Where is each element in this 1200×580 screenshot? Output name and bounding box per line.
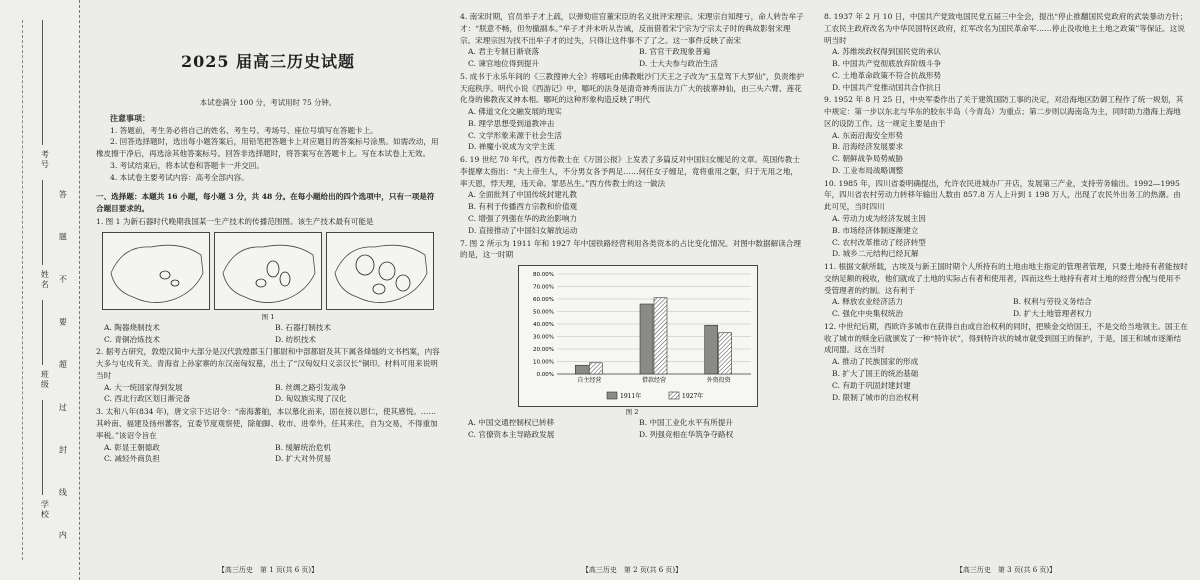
question-9 bbox=[824, 94, 1188, 176]
option-d[interactable]: D. 士大夫参与政治生活 bbox=[639, 59, 718, 69]
field-xingming-label: 姓名 bbox=[40, 270, 50, 290]
page-2 bbox=[452, 0, 812, 580]
options bbox=[96, 442, 440, 466]
option-a[interactable]: A. 佛道文化交融发展的现实 bbox=[468, 107, 562, 117]
option-c[interactable]: C. 减轻外商负担 bbox=[104, 454, 160, 464]
option-c[interactable]: C. 朝鲜战争局势威胁 bbox=[832, 154, 904, 164]
option-a[interactable]: A. 彰显王朝德政 bbox=[104, 442, 160, 452]
binding-margin bbox=[0, 0, 80, 580]
option-a[interactable]: A. 中国交通控制权已转移 bbox=[468, 418, 555, 428]
field-xuexiao-blank[interactable] bbox=[42, 400, 43, 495]
y-tick-label: 20.00% bbox=[533, 347, 554, 354]
y-tick-label: 70.00% bbox=[533, 284, 554, 291]
field-xuexiao-label: 学校 bbox=[40, 500, 50, 520]
question-12 bbox=[824, 321, 1188, 403]
options bbox=[460, 417, 804, 441]
option-a[interactable]: A. 君主专制日渐衰落 bbox=[468, 47, 540, 57]
option-c[interactable]: C. 谏官地位得到提升 bbox=[468, 59, 540, 69]
map-stage-2 bbox=[214, 232, 322, 310]
x-tick-label: 自主经营 bbox=[577, 377, 602, 385]
field-banji-blank[interactable] bbox=[42, 300, 43, 365]
option-a[interactable]: A. 陶器烧制技术 bbox=[104, 322, 160, 332]
figure-2-chart bbox=[518, 265, 758, 407]
question-stem: 10. 1985 年，四川省委明确提出，允许农民进城办厂开店，发展第三产业，支持劳务输出。1992—1995 年，四川省农村劳动力转移年输出人数由 857.8 万人上升到 1 198 万人，出现了农民外出务工的热潮。由此可见，当时四川 bbox=[824, 178, 1181, 212]
page-footer: 【高三历史 第 3 页(共 6 页)】 bbox=[955, 566, 1057, 575]
option-a[interactable]: A. 推动了民族国家的形成 bbox=[832, 357, 919, 367]
question-stem: 8. 1937 年 2 月 10 日，中国共产党致电国民党五届三中全会，提出“停止推翻国民党政府的武装暴动方针；工农民主政府改名为中华民国特区政府，红军改名为国民革命军……停止没收地主土地之政策”等保证。这说明当时 bbox=[824, 12, 1188, 45]
question-stem: 12. 中世纪后期，西欧许多城市在获得自由或自治权利的同时，把赎金交给国王，不是交给当地领主。国王在收了城市的赎金后就颁发了一种“特许状”，得到特许状的城市就受到国王的保护，于是，国王和城市逐渐结成同盟。这在当时 bbox=[824, 321, 1188, 355]
legend-swatch bbox=[607, 392, 617, 399]
option-b[interactable]: B. 权利与劳役义务结合 bbox=[1013, 297, 1092, 307]
x-tick-label: 借款经营 bbox=[641, 377, 667, 385]
figure-1-maps bbox=[102, 232, 440, 310]
question-stem: 6. 19 世纪 70 年代，西方传教士在《万国公报》上发表了多篇反对中国妇女缠足的文章。英国传教士李提摩太指出：“夫上帝生人，不分男女各予两足……何任女子缠足，竟将重用之躯，归于无用之地，率天恩，悖天理，违天命。罪恶丛生。”西方传教士的这一做法 bbox=[460, 155, 800, 188]
options bbox=[824, 46, 1188, 93]
page-1 bbox=[88, 0, 448, 580]
map-stage-3 bbox=[326, 232, 434, 310]
options bbox=[460, 189, 804, 236]
option-c[interactable]: C. 官僚资本主导路政发展 bbox=[468, 429, 555, 439]
option-b[interactable]: B. 中国工业化水平有所提升 bbox=[639, 418, 733, 428]
notice-item: 2. 回答选择题时，选出每小题答案后，用铅笔把答题卡上对应题目的答案标号涂黑。如需改动，用橡皮擦干净后，再选涂其他答案标号。回答非选择题时，将答案写在答题卡上。写在本试卷上无效。 bbox=[96, 137, 439, 159]
option-c[interactable]: C. 农村改革推动了经济转型 bbox=[832, 237, 926, 247]
option-b[interactable]: B. 沿海经济发展要求 bbox=[832, 142, 904, 152]
option-b[interactable]: B. 市场经济体制逐渐建立 bbox=[832, 225, 919, 235]
option-b[interactable]: B. 石器打制技术 bbox=[275, 322, 331, 332]
question-1 bbox=[96, 216, 440, 345]
option-c[interactable]: C. 有助于巩固封建封建 bbox=[832, 380, 911, 390]
option-a[interactable]: A. 大一统国家得到发展 bbox=[104, 382, 183, 392]
question-7 bbox=[460, 238, 804, 441]
option-d[interactable]: D. 工业布局战略调整 bbox=[832, 165, 904, 175]
option-d[interactable]: D. 中国共产党推动国共合作抗日 bbox=[832, 82, 942, 92]
option-a[interactable]: A. 苏维埃政权得到国民党的承认 bbox=[832, 47, 942, 57]
figure-1-caption: 图 1 bbox=[261, 312, 275, 321]
option-c[interactable]: C. 增强了列强在华的政治影响力 bbox=[468, 214, 578, 224]
options bbox=[96, 322, 440, 346]
option-a[interactable]: A. 东南沿海安全形势 bbox=[832, 130, 904, 140]
options bbox=[824, 356, 1188, 403]
y-tick-label: 30.00% bbox=[533, 334, 554, 341]
question-stem: 11. 根据文献所载，古埃及与新王国时期个人所持有的土地由地主指定的管理者管理，只要土地持有者能按时交纳足额的税收，他们就成了土地的实际占有者和使用者，四而这些土地持有者对土地的经营分配与使用不受管理者的约制。这有利于 bbox=[824, 262, 1188, 295]
bar-chart-svg bbox=[519, 266, 759, 408]
option-d[interactable]: D. 禅魔小说成为文学主流 bbox=[468, 142, 555, 152]
page-3 bbox=[816, 0, 1196, 580]
option-a[interactable]: A. 全面批判了中国传统封建礼教 bbox=[468, 190, 578, 200]
option-b[interactable]: B. 中国共产党彻底放弃阶级斗争 bbox=[832, 59, 942, 69]
y-tick-label: 40.00% bbox=[533, 322, 554, 329]
option-c[interactable]: C. 西北行政区划日渐完备 bbox=[104, 394, 191, 404]
y-tick-label: 10.00% bbox=[533, 359, 554, 366]
question-6 bbox=[460, 154, 804, 236]
page-footer: 【高三历史 第 1 页(共 6 页)】 bbox=[217, 566, 319, 575]
option-b[interactable]: B. 缓解统治危机 bbox=[275, 442, 331, 452]
option-c[interactable]: C. 强化中央集权统治 bbox=[832, 309, 904, 319]
option-d[interactable]: D. 扩大土地管理者权力 bbox=[1013, 309, 1092, 319]
section-heading: 一、选择题：本题共 16 小题，每小题 3 分，共 48 分。在每小题给出的四个选项中，只有一项是符合题目要求的。 bbox=[96, 192, 435, 214]
option-d[interactable]: D. 纺织技术 bbox=[275, 334, 317, 344]
question-stem: 3. 太和八年(834 年)，唐文宗下达诏令：“南海蕃舶，本以慕化而来，固在接以恩仁，使其感悦。……其岭南、福建及扬州蕃客，宜委节度观察使，除舶脚、收市、进奉外，任其来往，自为交易，不得重加率税。”该诏令旨在 bbox=[96, 407, 438, 440]
option-d[interactable]: D. 扩大对外贸易 bbox=[275, 454, 332, 464]
legend-swatch bbox=[669, 392, 679, 399]
legend-label: 1927年 bbox=[682, 393, 704, 401]
option-b[interactable]: B. 扩大了国王的统治基础 bbox=[832, 368, 919, 378]
options bbox=[824, 213, 1188, 260]
field-banji-label: 班级 bbox=[40, 370, 50, 390]
question-5 bbox=[460, 71, 804, 153]
notice-item: 4. 本试卷主要考试内容：高考全部内容。 bbox=[110, 172, 249, 182]
question-stem: 1. 图 1 为新石器时代晚期我国某一生产技术的传播范围图。该生产技术最有可能是 bbox=[96, 217, 374, 227]
binding-line bbox=[22, 20, 23, 560]
bar bbox=[589, 363, 602, 374]
notice-list bbox=[96, 125, 440, 184]
question-stem: 5. 成书于永乐年间的《三教搜神大全》将哪吒由佛教毗沙门天王之子改为“玉皇驾下大罗仙”，负责维护天庭秩序。明代小说《西游记》中，哪吒的法身是清奇神秀而法力广大的拔寨神仙，由三头六臂、莲花化身的佛教夜叉神本相。哪吒的这种形象构造反映了明代 bbox=[460, 71, 804, 105]
field-xingming-blank[interactable] bbox=[42, 180, 43, 265]
field-kaohao-blank[interactable] bbox=[42, 20, 43, 145]
options bbox=[96, 382, 440, 406]
option-d[interactable]: D. 匈奴族实现了汉化 bbox=[275, 394, 347, 404]
field-kaohao-label: 考号 bbox=[40, 150, 50, 170]
question-stem: 2. 据考古研究，敦煌汉简中大部分是汉代敦煌郡玉门都尉和中部都尉及其下属各烽燧的文书档案，内容大多与屯戍有关。青海省上孙家寨的东汉南匈奴墓，出土了“汉匈奴归义亲汉长”铜印。材料可用来说明当时 bbox=[96, 347, 440, 380]
option-b[interactable]: B. 有利于传播西方宗教和价值观 bbox=[468, 202, 578, 212]
option-b[interactable]: B. 丝绸之路引发战争 bbox=[275, 382, 347, 392]
option-c[interactable]: C. 青铜冶炼技术 bbox=[104, 334, 160, 344]
seal-warning: 答 题 不 要 超 过 封 线 内 bbox=[58, 190, 68, 555]
bar bbox=[705, 325, 718, 374]
exam-info: 本试卷满分 100 分，考试用时 75 分钟。 bbox=[199, 97, 337, 107]
options bbox=[824, 296, 1188, 320]
bar bbox=[575, 365, 588, 374]
question-8 bbox=[824, 11, 1188, 93]
question-11 bbox=[824, 261, 1188, 320]
options bbox=[460, 106, 804, 153]
question-10 bbox=[824, 178, 1188, 260]
option-d[interactable]: D. 城乡二元结构已经瓦解 bbox=[832, 249, 919, 259]
bar bbox=[654, 298, 667, 374]
figure-2-caption: 图 2 bbox=[625, 408, 639, 417]
question-4 bbox=[460, 11, 804, 70]
bar bbox=[640, 304, 653, 374]
option-a[interactable]: A. 释放农业经济活力 bbox=[832, 297, 904, 307]
question-3 bbox=[96, 406, 440, 465]
option-d[interactable]: D. 直接推动了中国妇女解放运动 bbox=[468, 225, 578, 235]
y-tick-label: 60.00% bbox=[533, 297, 554, 304]
question-stem: 7. 图 2 所示为 1911 年和 1927 年中国铁路经营利用各类资本的占比变化情况。对图中数据解读合理的是，这一时期 bbox=[460, 238, 801, 260]
option-d[interactable]: D. 限制了城市的自治权利 bbox=[832, 392, 919, 402]
y-tick-label: 80.00% bbox=[533, 272, 554, 279]
page-footer: 【高三历史 第 2 页(共 6 页)】 bbox=[581, 566, 683, 575]
map-stage-1 bbox=[102, 232, 210, 310]
question-2 bbox=[96, 346, 440, 405]
legend-label: 1911年 bbox=[620, 393, 642, 401]
notice-title: 注意事项： bbox=[110, 113, 150, 124]
notice-item: 1. 答题前，考生务必将自己的姓名、考生号、考场号、座位号填写在答题卡上。 bbox=[110, 125, 378, 135]
notice-item: 3. 考试结束后，将本试卷和答题卡一并交回。 bbox=[110, 160, 264, 170]
option-b[interactable]: B. 官官干政现象普遍 bbox=[639, 47, 711, 57]
x-tick-label: 外资投资 bbox=[706, 377, 731, 385]
question-stem: 4. 南宋时期，官员举子才上疏，以弹劾宦官董宋臣的名义批评宋理宗。宋理宗自知理亏，命人转告牟子才：“朕意不畅，但勿撤副本。”牟子才并未听从告诫，反而借着宋宁宗为宁宗太子时的典故影射宋理宗。宋理宗因为找不出牟子才的过失，只得让这件事不了了之。这一事件反映了南宋 bbox=[460, 12, 804, 45]
option-b[interactable]: B. 理学思想受到道教冲击 bbox=[468, 118, 555, 128]
y-tick-label: 50.00% bbox=[533, 309, 554, 316]
bar bbox=[719, 333, 732, 374]
options bbox=[824, 130, 1188, 177]
y-tick-label: 0.00% bbox=[536, 372, 554, 379]
option-c[interactable]: C. 文学形象来源于社会生活 bbox=[468, 130, 562, 140]
question-stem: 9. 1952 年 8 月 25 日，中央军委作出了关于建筑国防工事的决定，对沿海地区防御工程作了统一规划，其中规定：第一步以东北与华东的胶东半岛（今青岛）为重点；第二步则以海南岛为主，同时助力渤海上海地区的设防工作。这一规定主要是由于 bbox=[824, 95, 1184, 128]
options bbox=[460, 46, 804, 70]
option-c[interactable]: C. 土地革命政策不符合抗战形势 bbox=[832, 70, 942, 80]
option-a[interactable]: A. 劳动力成为经济发展主因 bbox=[832, 214, 926, 224]
option-d[interactable]: D. 列强竞相在华筑争夺路权 bbox=[639, 429, 734, 439]
exam-title: 2025 届高三历史试题 bbox=[180, 52, 356, 71]
